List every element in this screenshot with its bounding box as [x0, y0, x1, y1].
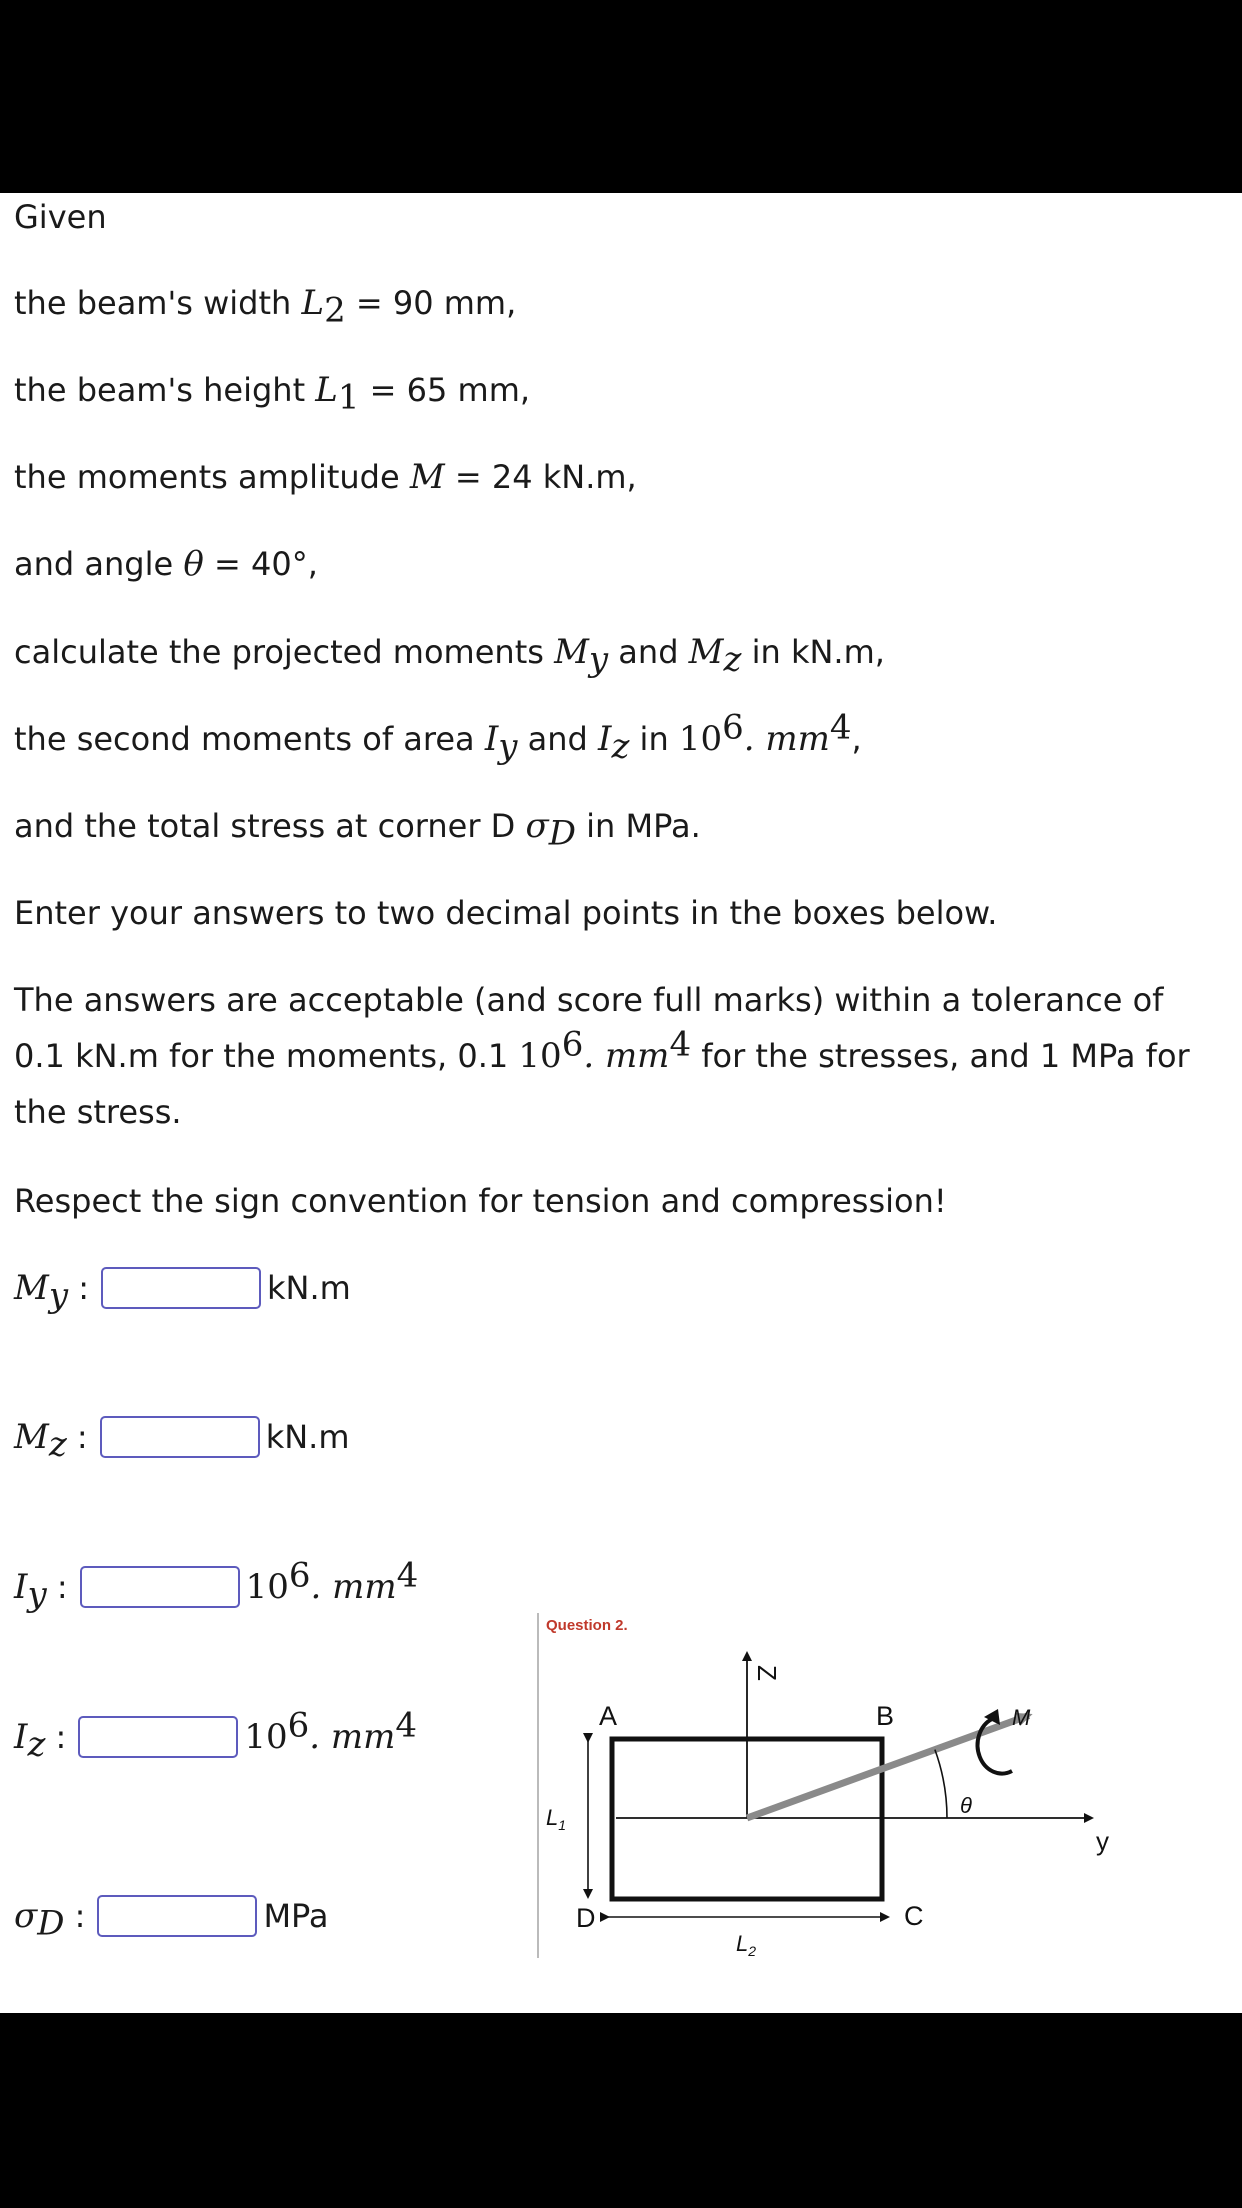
mz-unit: kN.m — [265, 1418, 350, 1456]
angle-line: and angle θ = 40°, — [14, 544, 318, 584]
y-axis-label: y — [1096, 1826, 1109, 1856]
question-content — [0, 193, 1242, 2013]
z-axis-label: Z — [752, 1665, 782, 1681]
given-label: Given — [14, 198, 107, 236]
answer-row-iz: $I_z$ : $10^6$. $mm^4$ — [14, 1705, 417, 1765]
mz-input[interactable] — [100, 1416, 260, 1458]
diagram-title: Question 2. — [546, 1617, 628, 1634]
answer-row-sigma-d: $\sigma_D$ : MPa — [14, 1896, 329, 1944]
iz-unit: $10^6$. $mm^4$ — [244, 1705, 417, 1757]
moment-line: the moments amplitude M = 24 kN.m, — [14, 457, 637, 497]
corner-c-label: C — [904, 1901, 924, 1931]
tolerance-paragraph: The answers are acceptable (and score full marks) within a tolerance of 0.1 kN.m for the moments, 0.1 $10^6$. $mm^4$ for the stresses, and 1 MPa for the stress. — [14, 981, 1190, 1131]
theta-label: θ — [960, 1793, 972, 1818]
corner-a-label: A — [599, 1701, 618, 1731]
corner-b-label: B — [876, 1701, 895, 1731]
answer-row-my: $M_y$ : kN.m — [14, 1268, 351, 1316]
sign-convention-line: Respect the sign convention for tension and compression! — [14, 1182, 947, 1220]
width-line: the beam's width $L_2 = 90$ mm, — [14, 283, 517, 331]
instructions-line: Enter your answers to two decimal points in the boxes below. — [14, 894, 998, 932]
beam-cross-section-diagram — [536, 1613, 1116, 1983]
sigma-d-input[interactable] — [97, 1895, 257, 1937]
iz-input[interactable] — [78, 1716, 238, 1758]
top-black-bar — [0, 0, 1242, 193]
l2-label: $L_2$ — [736, 1931, 757, 1959]
answer-row-iy: $I_y$ : $10^6$. $mm^4$ — [14, 1555, 419, 1615]
my-unit: kN.m — [267, 1269, 351, 1307]
stress-line: and the total stress at corner D $\sigma_D$ in MPa. — [14, 806, 701, 854]
second-moments-line: the second moments of area $I_y$ and $I_z$ in $10^6$. $mm^4$, — [14, 707, 862, 767]
projected-moments-line: calculate the projected moments $M_y$ and $M_z$ in kN.m, — [14, 632, 885, 680]
iy-unit: $10^6$. $mm^4$ — [245, 1555, 419, 1607]
corner-d-label: D — [576, 1903, 596, 1933]
my-input[interactable] — [101, 1267, 261, 1309]
l1-label: $L_1$ — [546, 1805, 567, 1833]
bottom-black-bar — [0, 2013, 1242, 2208]
iy-input[interactable] — [80, 1566, 240, 1608]
answer-row-mz: $M_z$ : kN.m — [14, 1417, 350, 1465]
moment-label: M — [1012, 1705, 1031, 1730]
height-line: the beam's height $L_1 = 65$ mm, — [14, 370, 531, 418]
sigma-d-unit: MPa — [263, 1897, 329, 1935]
angle-arc — [935, 1750, 947, 1818]
